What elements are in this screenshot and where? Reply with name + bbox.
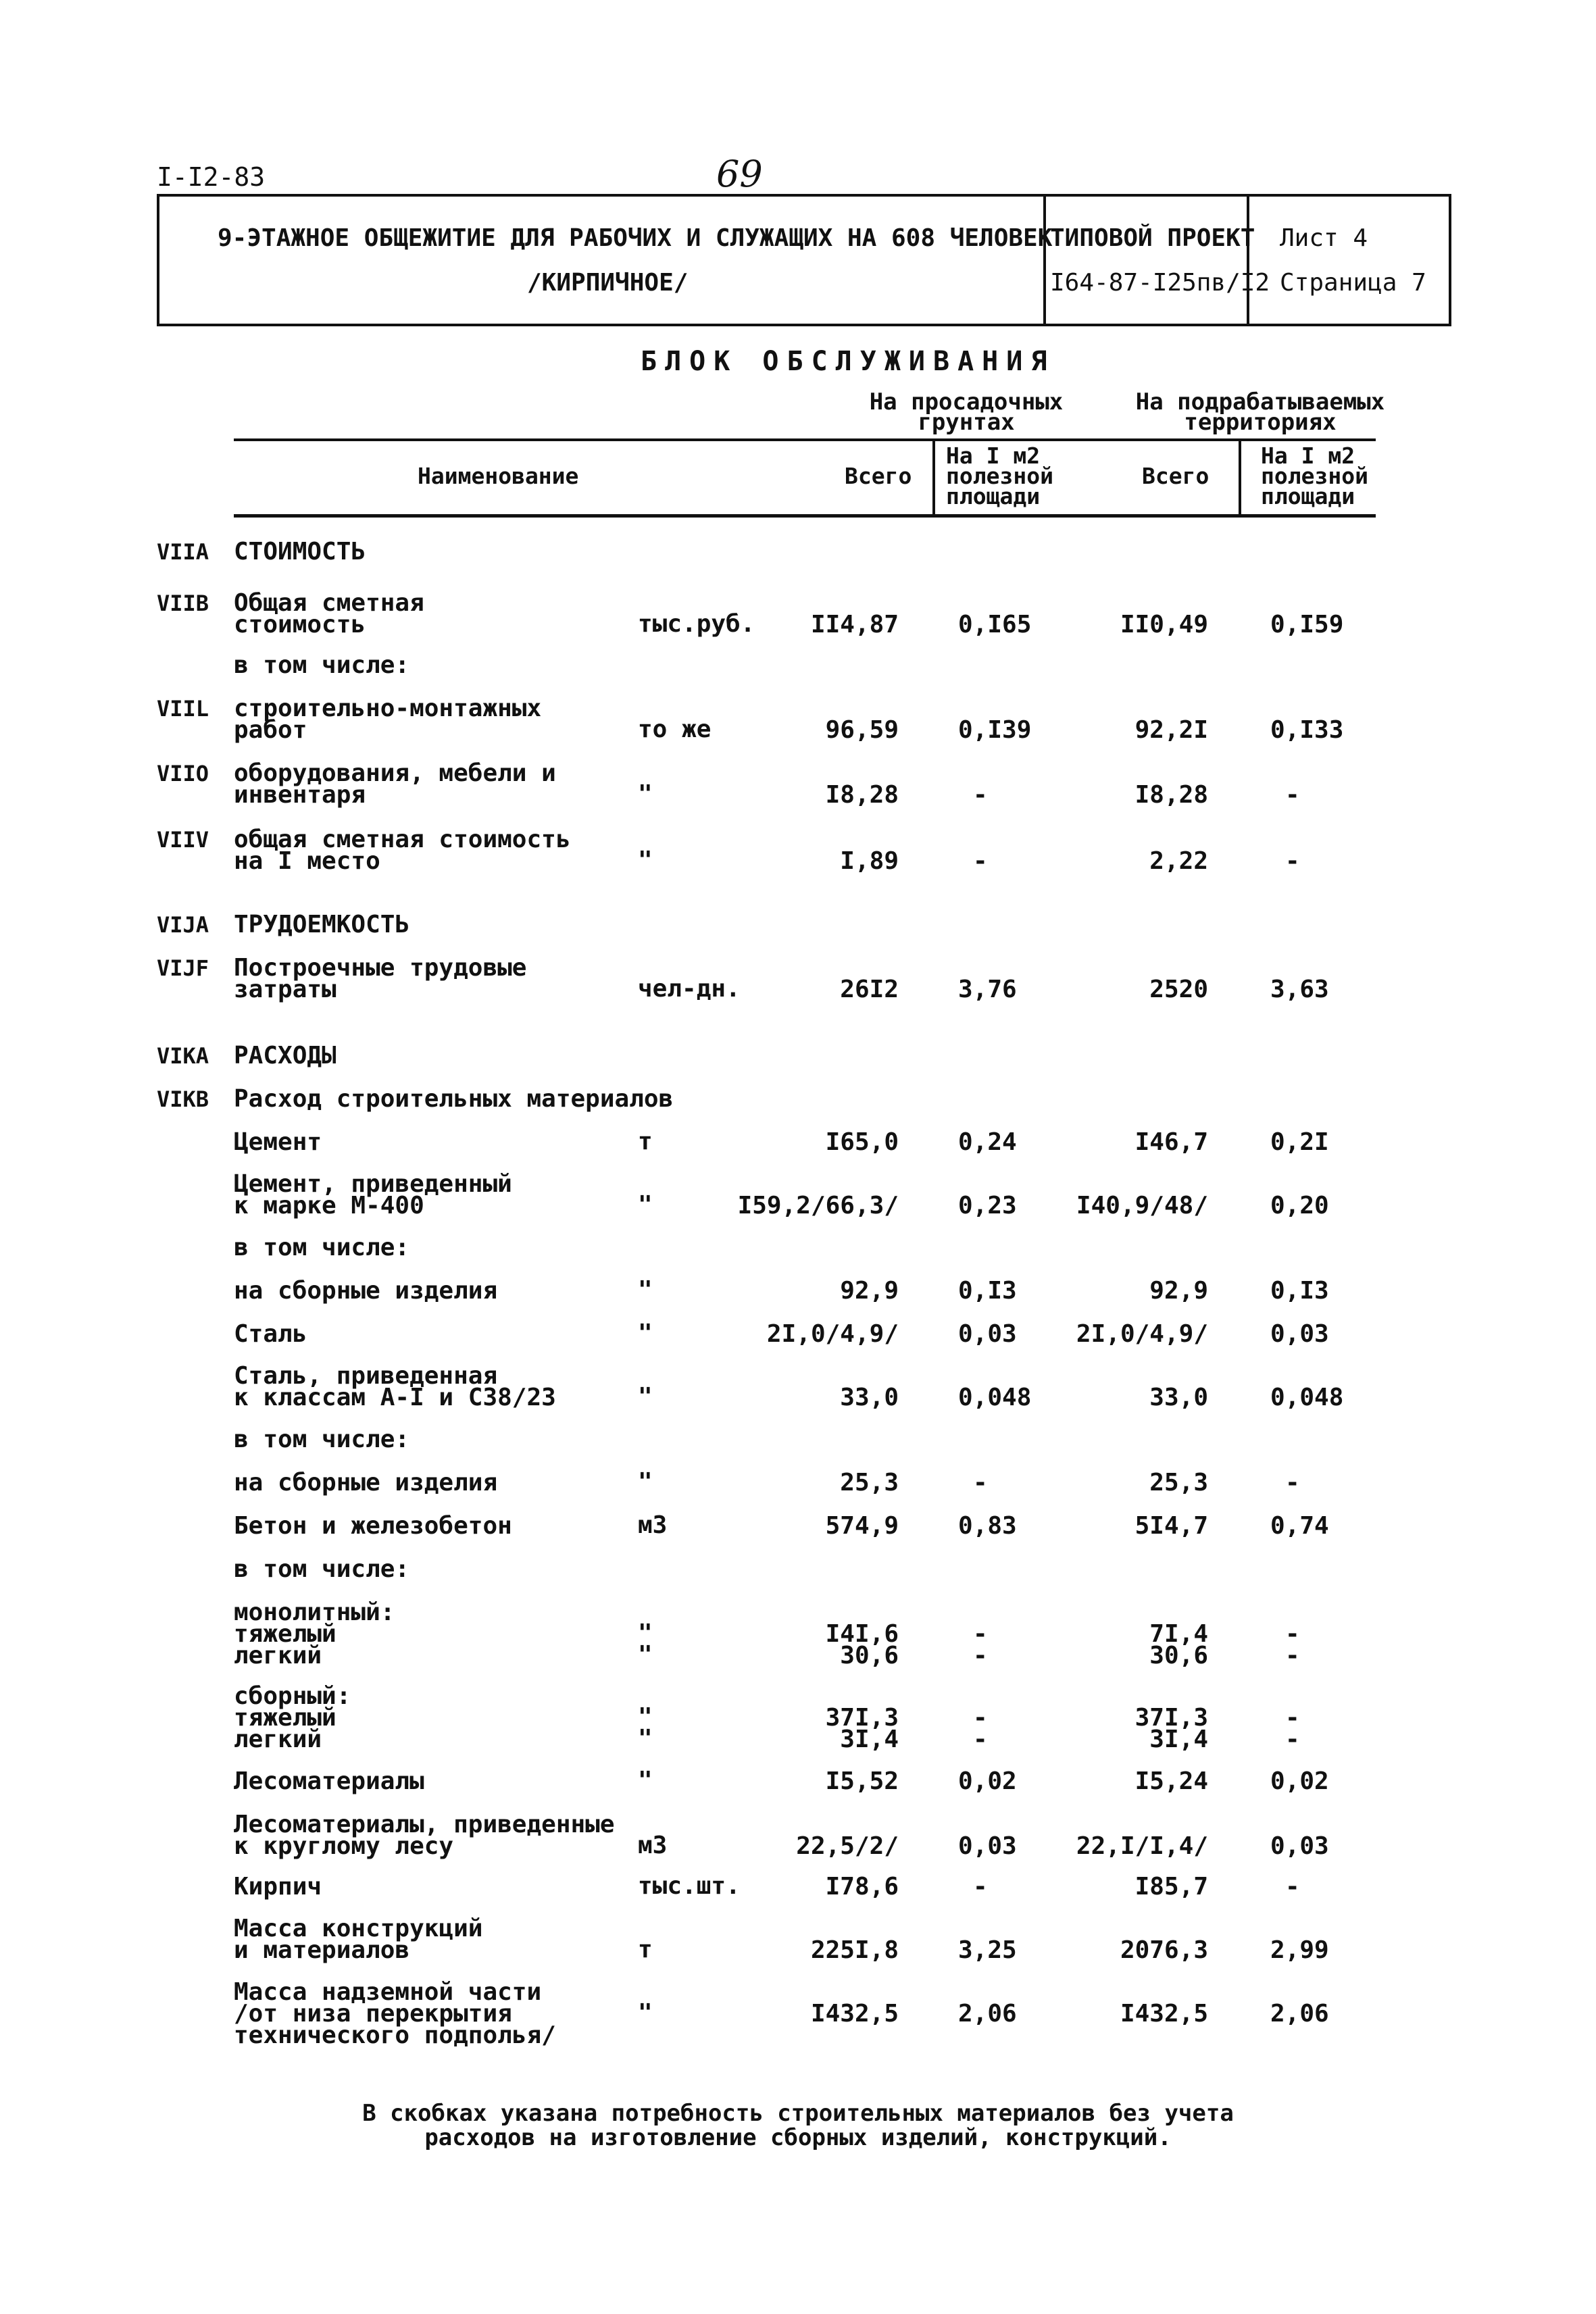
- row-value-v4: 0,03: [1270, 1320, 1329, 1348]
- row-name: на сборные изделия: [234, 1277, 498, 1305]
- row-value-v3: 2076,3: [1120, 1936, 1208, 1964]
- row-value-v3: 25,3: [1149, 1469, 1208, 1496]
- row-name: монолитный:: [234, 1599, 395, 1626]
- header-vertical-rule: [932, 438, 935, 514]
- row-value-v4: 0,02: [1270, 1767, 1329, 1795]
- row-value-v2: 0,23: [958, 1192, 1017, 1219]
- row-name: РАСХОДЫ: [234, 1042, 336, 1070]
- row-value-v1: I59,2/66,3/: [737, 1192, 899, 1219]
- column-group-header-1: [845, 388, 1088, 436]
- row-name: оборудования, мебели и: [234, 759, 556, 787]
- row-value-v1: 92,9: [840, 1277, 899, 1305]
- row-value-v4: 0,20: [1270, 1192, 1329, 1219]
- row-name: Сталь, приведенная: [234, 1362, 498, 1390]
- document-title: 9-ЭТАЖНОЕ ОБЩЕЖИТИЕ ДЛЯ РАБОЧИХ И СЛУЖАЩИХ НА 608 ЧЕЛОВЕК: [218, 224, 1053, 252]
- footnote-line: расходов на изготовление сборных изделий, конструкций.: [424, 2124, 1172, 2151]
- row-name: Цемент, приведенный: [234, 1170, 512, 1198]
- row-unit: ": [638, 1276, 653, 1304]
- row-name: Кирпич: [234, 1873, 322, 1901]
- row-value-v3: 3I,4: [1149, 1726, 1208, 1753]
- row-name: технического подполья/: [234, 2021, 556, 2049]
- row-value-v2: 0,I39: [958, 716, 1032, 744]
- row-name: Построечные трудовые: [234, 954, 527, 982]
- document-subtitle: /КИРПИЧНОЕ/: [527, 269, 689, 297]
- row-value-v3: 2I,0/4,9/: [1076, 1320, 1208, 1348]
- row-name: в том числе:: [234, 1426, 410, 1453]
- row-name: затраты: [234, 976, 336, 1003]
- row-name: в том числе:: [234, 651, 410, 679]
- row-value-v3: 33,0: [1149, 1384, 1208, 1411]
- row-value-v4: -: [1285, 1642, 1300, 1669]
- row-value-v2: 0,I3: [958, 1277, 1017, 1305]
- row-value-v1: I8,28: [825, 781, 899, 809]
- row-value-v4: 2,99: [1270, 1936, 1329, 1964]
- sheet-label: Лист 4: [1280, 224, 1368, 252]
- row-code: VIJA: [157, 912, 209, 938]
- column-group-header-2: [1115, 388, 1405, 436]
- row-value-v4: 0,03: [1270, 1832, 1329, 1860]
- row-name: тяжелый: [234, 1620, 336, 1648]
- row-code: VIIL: [157, 696, 209, 722]
- column-header-line: полезной: [946, 463, 1053, 489]
- row-name: к марке М-400: [234, 1192, 424, 1219]
- row-unit: ": [638, 1468, 653, 1496]
- row-name: /от низа перекрытия: [234, 2000, 512, 2028]
- row-value-v3: I40,9/48/: [1076, 1192, 1208, 1219]
- row-value-v1: 3I,4: [840, 1726, 899, 1753]
- row-name: Масса конструкций: [234, 1915, 483, 1942]
- row-name: Сталь: [234, 1320, 307, 1348]
- row-value-v3: I8,28: [1134, 781, 1208, 809]
- row-name: стоимость: [234, 611, 366, 638]
- section-title: БЛОК ОБСЛУЖИВАНИЯ: [641, 346, 1055, 377]
- row-value-v1: 25,3: [840, 1469, 899, 1496]
- project-code: I64-87-I25пв/I2: [1050, 269, 1270, 297]
- row-value-v3: 2520: [1149, 976, 1208, 1003]
- row-unit: ": [638, 1191, 653, 1219]
- row-value-v2: -: [973, 1469, 988, 1496]
- row-code: VIIO: [157, 761, 209, 786]
- row-value-v1: I4I,6: [825, 1620, 899, 1648]
- row-unit: ": [638, 847, 653, 874]
- row-name: Цемент: [234, 1128, 322, 1156]
- row-value-v2: -: [973, 781, 988, 809]
- row-value-v1: 30,6: [840, 1642, 899, 1669]
- column-group-header-line: На просадочных: [869, 388, 1064, 416]
- row-value-v3: I432,5: [1120, 2000, 1208, 2028]
- row-unit: чел-дн.: [638, 975, 741, 1003]
- row-value-v3: 7I,4: [1149, 1620, 1208, 1648]
- row-value-v3: 30,6: [1149, 1642, 1208, 1669]
- row-unit: ": [638, 1319, 653, 1347]
- column-header-line: полезной: [1261, 463, 1368, 489]
- row-name: ТРУДОЕМКОСТЬ: [234, 911, 410, 938]
- row-value-v1: I65,0: [825, 1128, 899, 1156]
- row-value-v4: -: [1285, 847, 1300, 875]
- column-group-header-line: территориях: [1184, 409, 1337, 436]
- column-group-header-line: На подрабатываемых: [1135, 388, 1385, 416]
- title-block-divider: [1247, 194, 1249, 326]
- row-value-v4: -: [1285, 1873, 1300, 1901]
- row-value-v4: 0,74: [1270, 1512, 1329, 1540]
- row-value-v4: 0,2I: [1270, 1128, 1329, 1156]
- row-unit: ": [638, 780, 653, 808]
- row-name: Общая сметная: [234, 589, 424, 617]
- row-value-v1: 37I,3: [825, 1704, 899, 1732]
- row-value-v1: I432,5: [810, 2000, 899, 2028]
- row-value-v3: I46,7: [1134, 1128, 1208, 1156]
- row-code: VIKA: [157, 1043, 209, 1069]
- row-value-v3: 2,22: [1149, 847, 1208, 875]
- row-value-v2: 3,76: [958, 976, 1017, 1003]
- row-value-v3: I85,7: [1134, 1873, 1208, 1901]
- row-value-v1: 574,9: [825, 1512, 899, 1540]
- row-unit: ": [638, 1383, 653, 1411]
- row-value-v1: 96,59: [825, 716, 899, 744]
- row-unit: тыс.шт.: [638, 1872, 741, 1900]
- footnote-line: В скобках указана потребность строительных материалов без учета: [362, 2100, 1234, 2127]
- footnote: [0, 2101, 1596, 2150]
- row-name: работ: [234, 716, 307, 744]
- row-unit: ": [638, 1767, 653, 1794]
- row-unit: т: [638, 1936, 653, 1963]
- handwritten-page-number: 69: [716, 153, 763, 195]
- row-name: легкий: [234, 1726, 322, 1753]
- row-value-v4: -: [1285, 1620, 1300, 1648]
- row-name: тяжелый: [234, 1704, 336, 1732]
- row-value-v4: 0,048: [1270, 1384, 1344, 1411]
- row-name: Масса надземной части: [234, 1978, 542, 2006]
- row-name: в том числе:: [234, 1555, 410, 1583]
- row-value-v2: 3,25: [958, 1936, 1017, 1964]
- column-header-total-2: Всего: [1142, 463, 1210, 489]
- row-code: VIKB: [157, 1086, 209, 1112]
- column-header-per-m2-1: [946, 443, 1053, 509]
- row-unit: " ": [638, 1703, 653, 1753]
- row-value-v1: 33,0: [840, 1384, 899, 1411]
- column-header-line: площади: [946, 483, 1041, 509]
- row-value-v2: 0,03: [958, 1320, 1017, 1348]
- row-value-v1: 22,5/2/: [796, 1832, 899, 1860]
- row-unit: т: [638, 1128, 653, 1155]
- row-value-v1: I78,6: [825, 1873, 899, 1901]
- row-unit: м3: [638, 1511, 668, 1539]
- row-value-v4: 3,63: [1270, 976, 1329, 1003]
- row-name: к круглому лесу: [234, 1832, 454, 1860]
- row-value-v2: 0,I65: [958, 611, 1032, 638]
- row-value-v2: 0,24: [958, 1128, 1017, 1156]
- row-value-v2: -: [973, 1704, 988, 1732]
- row-value-v4: 0,I59: [1270, 611, 1344, 638]
- row-value-v2: 0,83: [958, 1512, 1017, 1540]
- row-value-v4: 0,I33: [1270, 716, 1344, 744]
- title-block: [157, 194, 1451, 326]
- row-unit: тыс.руб.: [638, 610, 755, 638]
- row-value-v3: 5I4,7: [1134, 1512, 1208, 1540]
- row-value-v4: 2,06: [1270, 2000, 1329, 2028]
- project-label: ТИПОВОЙ ПРОЕКТ: [1050, 224, 1255, 252]
- row-value-v4: 0,I3: [1270, 1277, 1329, 1305]
- header-rule-bottom: [234, 514, 1376, 518]
- row-name: Бетон и железобетон: [234, 1512, 512, 1540]
- row-value-v3: 92,2I: [1134, 716, 1208, 744]
- row-name: инвентаря: [234, 781, 366, 809]
- row-value-v1: 2I,0/4,9/: [766, 1320, 899, 1348]
- row-value-v2: -: [973, 1726, 988, 1753]
- row-value-v1: 225I,8: [810, 1936, 899, 1964]
- row-value-v3: 92,9: [1149, 1277, 1208, 1305]
- row-value-v3: 37I,3: [1134, 1704, 1208, 1732]
- row-unit: " ": [638, 1619, 653, 1669]
- column-header-line: площади: [1261, 483, 1355, 509]
- row-name: Лесоматериалы: [234, 1767, 424, 1795]
- row-value-v2: -: [973, 1873, 988, 1901]
- header-rule-top: [234, 438, 1376, 441]
- title-block-divider: [1043, 194, 1046, 326]
- row-name: общая сметная стоимость: [234, 826, 571, 853]
- row-value-v3: 22,I/I,4/: [1076, 1832, 1208, 1860]
- row-name: Расход строительных материалов: [234, 1085, 674, 1113]
- row-value-v1: 26I2: [840, 976, 899, 1003]
- row-name: строительно-монтажных: [234, 695, 542, 722]
- row-name: и материалов: [234, 1936, 410, 1964]
- row-value-v4: -: [1285, 1704, 1300, 1732]
- row-value-v2: 0,03: [958, 1832, 1017, 1860]
- column-header-name: Наименование: [418, 463, 579, 489]
- row-code: VIIB: [157, 590, 209, 616]
- row-unit: то же: [638, 715, 712, 743]
- row-name: СТОИМОСТЬ: [234, 538, 366, 565]
- row-name: Лесоматериалы, приведенные: [234, 1811, 615, 1838]
- row-name: на сборные изделия: [234, 1469, 498, 1496]
- row-unit: ": [638, 1999, 653, 2027]
- row-value-v1: II4,87: [810, 611, 899, 638]
- document-code: I-I2-83: [157, 162, 266, 192]
- row-name: сборный:: [234, 1682, 351, 1710]
- row-unit: м3: [638, 1832, 668, 1859]
- column-header-line: На I м2: [946, 443, 1041, 469]
- row-value-v3: II0,49: [1120, 611, 1208, 638]
- column-header-line: На I м2: [1261, 443, 1355, 469]
- row-value-v1: I5,52: [825, 1767, 899, 1795]
- page-label: Страница 7: [1280, 269, 1426, 297]
- row-value-v2: -: [973, 847, 988, 875]
- column-header-per-m2-2: [1261, 443, 1368, 509]
- row-code: VIIA: [157, 539, 209, 565]
- row-value-v2: -: [973, 1642, 988, 1669]
- column-header-total-1: Всего: [845, 463, 912, 489]
- row-value-v2: 0,048: [958, 1384, 1032, 1411]
- row-name: на I место: [234, 847, 380, 875]
- row-value-v4: -: [1285, 1726, 1300, 1753]
- row-value-v2: 0,02: [958, 1767, 1017, 1795]
- row-code: VIJF: [157, 955, 209, 981]
- row-name: к классам А-I и С38/23: [234, 1384, 556, 1411]
- row-value-v1: I,89: [840, 847, 899, 875]
- header-vertical-rule: [1239, 438, 1241, 514]
- column-group-header-line: грунтах: [918, 409, 1015, 436]
- row-value-v4: -: [1285, 781, 1300, 809]
- row-value-v2: -: [973, 1620, 988, 1648]
- row-name: в том числе:: [234, 1234, 410, 1261]
- row-code: VIIV: [157, 827, 209, 853]
- row-name: легкий: [234, 1642, 322, 1669]
- row-value-v3: I5,24: [1134, 1767, 1208, 1795]
- row-value-v2: 2,06: [958, 2000, 1017, 2028]
- row-value-v4: -: [1285, 1469, 1300, 1496]
